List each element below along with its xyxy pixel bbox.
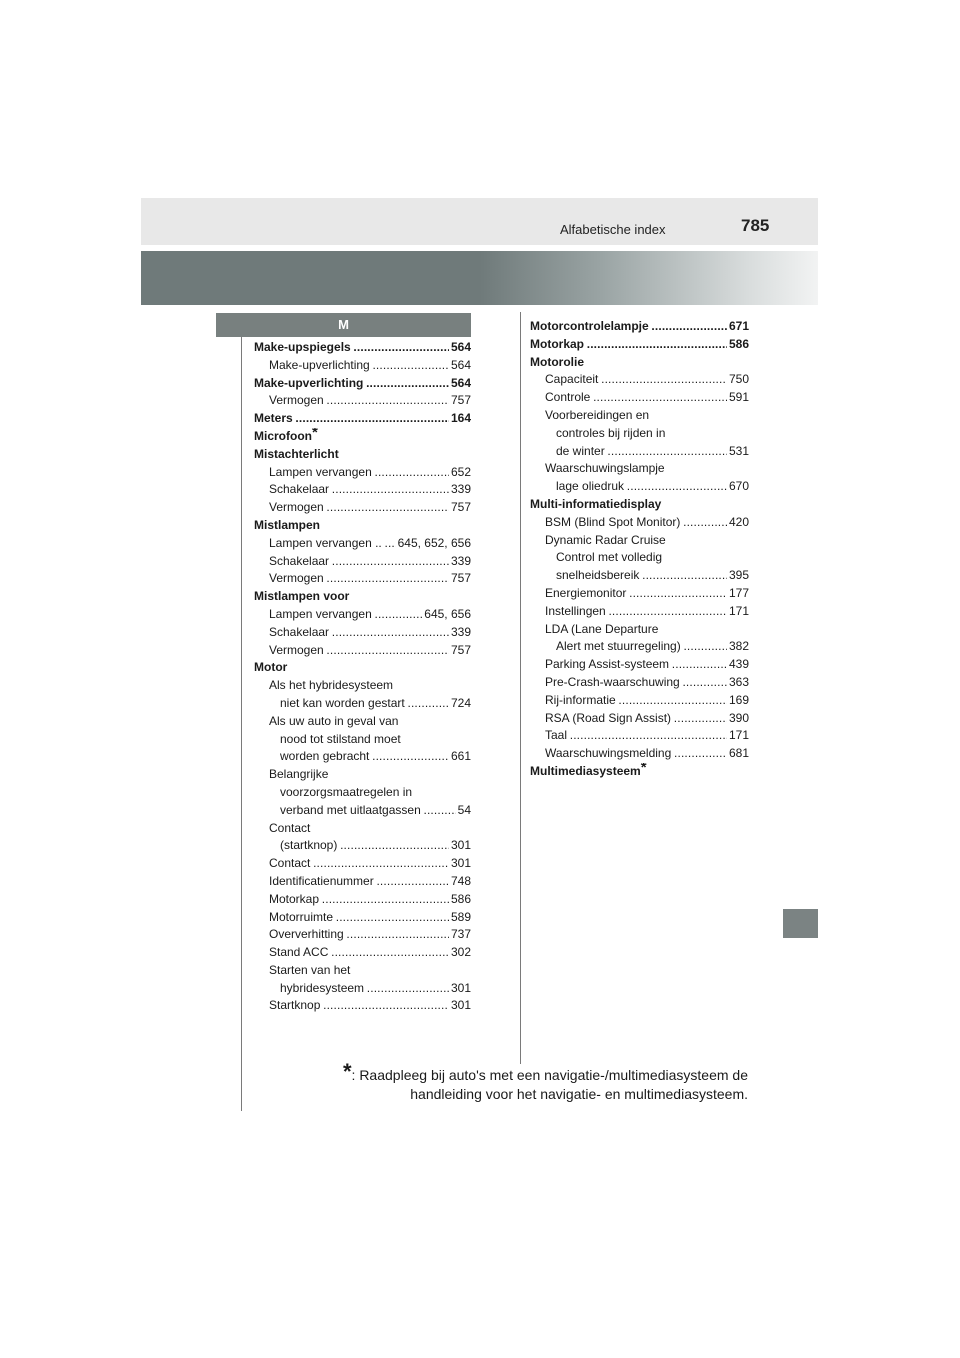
index-entry	[530, 336, 749, 354]
index-entry	[254, 624, 471, 642]
index-entry-page: 757	[449, 642, 471, 660]
index-entry	[530, 532, 749, 550]
index-entry	[530, 745, 749, 763]
footnote	[300, 1059, 748, 1104]
index-entry-page: 177	[727, 585, 749, 603]
index-entry-term: Controle	[545, 390, 591, 405]
index-entry	[530, 603, 749, 621]
index-entry	[254, 464, 471, 482]
index-entry-term: Belangrijke	[269, 767, 329, 782]
index-entry-term: nood tot stilstand moet	[280, 731, 401, 746]
index-entry	[530, 710, 749, 728]
footnote-reference: *	[312, 427, 318, 441]
index-entry	[530, 443, 749, 461]
index-entry-term: Alert met stuurregeling)	[556, 639, 681, 654]
index-entry-term: hybridesysteem	[280, 980, 365, 995]
index-entry-page: 564	[449, 357, 471, 375]
index-entry	[530, 354, 749, 372]
index-entry	[254, 553, 471, 571]
index-entry	[254, 481, 471, 499]
index-entry-page: 757	[449, 392, 471, 410]
index-entry-term: Motor	[254, 660, 288, 675]
index-entry	[530, 549, 749, 567]
index-entry-term: Contact	[269, 856, 311, 871]
index-entry-term: Energiemonitor	[545, 585, 627, 600]
index-entry-term: Motorcontrolelampje	[530, 319, 649, 333]
index-entry	[254, 873, 471, 891]
index-entry-page: 681	[727, 745, 749, 763]
index-entry	[254, 535, 471, 553]
index-entry-term: Parking Assist-systeem	[545, 657, 670, 672]
index-entry	[254, 410, 471, 428]
index-entry-term: Make-upspiegels	[254, 340, 351, 354]
column-divider-left	[241, 330, 242, 1111]
index-entry-term: Waarschuwingsmelding	[545, 746, 672, 761]
index-entry-page: 301	[449, 837, 471, 855]
index-entry-page: 591	[727, 389, 749, 407]
index-entry-term: Microfoon*	[254, 429, 319, 443]
index-entry-page: 382	[727, 638, 749, 656]
index-entry	[254, 926, 471, 944]
index-entry	[530, 389, 749, 407]
index-entry	[254, 837, 471, 855]
index-entry-term: lage oliedruk	[556, 479, 625, 494]
index-entry	[530, 727, 749, 745]
index-entry-term: Control met volledig	[556, 550, 663, 565]
index-entry-page: 589	[449, 909, 471, 927]
footnote-text-1: : Raadpleeg bij auto's met een navigatie-/multimediasysteem de	[351, 1067, 748, 1083]
index-entry	[254, 677, 471, 695]
index-entry-term: Vermogen	[269, 642, 324, 657]
index-entry-term: controles bij rijden in	[556, 425, 666, 440]
index-entry-page: 748	[449, 873, 471, 891]
index-entry	[530, 567, 749, 585]
index-entry-term: Oververhitting	[269, 927, 344, 942]
index-entry-term: Vermogen	[269, 571, 324, 586]
index-entry	[254, 695, 471, 713]
index-entry-term: Waarschuwingslampje	[545, 461, 665, 476]
index-entry-page: 645, 656	[422, 606, 471, 624]
index-entry-page: 531	[727, 443, 749, 461]
index-entry	[530, 371, 749, 389]
index-entry-term: Starten van het	[269, 962, 351, 977]
section-title: Alfabetische index	[560, 222, 666, 237]
index-entry-page: 301	[449, 997, 471, 1015]
index-entry-page: 169	[727, 692, 749, 710]
index-entry-term: Lampen vervangen	[269, 464, 372, 479]
index-entry-page: 171	[727, 603, 749, 621]
index-entry-page: 439	[727, 656, 749, 674]
index-entry-term: Make-upverlichting	[254, 375, 364, 390]
index-entry	[530, 674, 749, 692]
index-entry-page: 420	[727, 514, 749, 532]
index-entry-term: voorzorgsmaatregelen in	[280, 784, 413, 799]
index-column-right	[530, 318, 749, 781]
index-entry-page: 661	[449, 748, 471, 766]
index-entry-term: Multi-informatiedisplay	[530, 496, 662, 511]
index-entry-term: Startknop	[269, 998, 321, 1013]
index-entry	[254, 731, 471, 749]
index-entry-term: verband met uitlaatgassen	[280, 802, 421, 817]
index-entry	[254, 891, 471, 909]
index-entry-page: 564	[449, 375, 471, 393]
index-entry-term: niet kan worden gestart	[280, 695, 405, 710]
index-entry-term: Stand ACC	[269, 945, 329, 960]
index-entry-term: Make-upverlichting	[269, 357, 370, 372]
index-entry	[254, 375, 471, 393]
index-entry-term: Capaciteit	[545, 372, 599, 387]
index-entry	[254, 962, 471, 980]
index-entry	[254, 766, 471, 784]
index-entry	[254, 446, 471, 464]
index-entry	[530, 425, 749, 443]
index-entry-page: 302	[449, 944, 471, 962]
index-entry-term: Instellingen	[545, 603, 606, 618]
index-entry-term: Als het hybridesysteem	[269, 678, 394, 693]
index-entry-term: Taal	[545, 728, 568, 743]
index-entry-term: Schakelaar	[269, 482, 330, 497]
index-letter-heading: M	[216, 313, 471, 337]
index-entry	[254, 606, 471, 624]
index-entry	[254, 784, 471, 802]
index-entry-page: 395	[727, 567, 749, 585]
index-entry-page: 737	[449, 926, 471, 944]
index-entry-page: 670	[727, 478, 749, 496]
index-entry-term: RSA (Road Sign Assist)	[545, 710, 672, 725]
index-entry	[254, 909, 471, 927]
index-entry	[530, 621, 749, 639]
index-entry-term: Lampen vervangen	[269, 606, 372, 621]
index-entry	[254, 588, 471, 606]
index-entry	[530, 496, 749, 514]
index-entry-term: Multimediasysteem*	[530, 764, 648, 778]
index-entry-term: Pre-Crash-waarschuwing	[545, 674, 680, 689]
index-entry-page: 757	[449, 499, 471, 517]
index-entry	[254, 428, 471, 446]
header-bar	[141, 198, 818, 245]
index-entry-page: 339	[449, 481, 471, 499]
index-entry-term: Mistachterlicht	[254, 446, 339, 461]
index-entry-term: Vermogen	[269, 500, 324, 515]
index-entry-page: 750	[727, 371, 749, 389]
index-entry-term: Meters	[254, 411, 293, 426]
index-column-left	[254, 339, 471, 1015]
index-entry-term: Als uw auto in geval van	[269, 713, 399, 728]
index-entry-term: worden gebracht	[280, 749, 370, 764]
index-entry	[530, 638, 749, 656]
index-entry-term: Schakelaar	[269, 624, 330, 639]
page-number: 785	[741, 216, 770, 235]
index-entry-page: 652	[449, 464, 471, 482]
index-entry	[254, 659, 471, 677]
index-entry	[530, 407, 749, 425]
index-entry-term: LDA (Lane Departure	[545, 621, 659, 636]
index-entry	[530, 763, 749, 781]
index-entry-page: 586	[449, 891, 471, 909]
index-entry	[254, 517, 471, 535]
index-entry-page: 301	[449, 855, 471, 873]
index-entry-page: 390	[727, 710, 749, 728]
index-entry-term: Rij-informatie	[545, 692, 616, 707]
index-entry	[254, 820, 471, 838]
index-entry	[530, 478, 749, 496]
index-entry-term: (startknop)	[280, 838, 338, 853]
index-entry	[254, 339, 471, 357]
index-entry-term: Motorruimte	[269, 909, 334, 924]
index-entry-page: 339	[449, 553, 471, 571]
footnote-line-2: handleiding voor het navigatie- en multimediasysteem.	[410, 1086, 748, 1102]
index-entry	[530, 656, 749, 674]
index-entry	[254, 748, 471, 766]
index-entry-term: Schakelaar	[269, 553, 330, 568]
index-entry-term: Contact	[269, 820, 311, 835]
index-entry	[530, 585, 749, 603]
index-entry	[254, 713, 471, 731]
index-entry-term: Dynamic Radar Cruise	[545, 532, 666, 547]
index-entry	[254, 357, 471, 375]
index-entry	[254, 944, 471, 962]
index-entry-page: 586	[727, 336, 749, 354]
index-entry-page: 339	[449, 624, 471, 642]
index-entry-page: 645, 652, 656	[396, 535, 471, 553]
index-entry-term: Vermogen	[269, 393, 324, 408]
footnote-marker: *	[342, 1059, 352, 1084]
index-entry	[254, 802, 471, 820]
index-entry-term: Mistlampen	[254, 517, 321, 532]
index-entry-page: 363	[727, 674, 749, 692]
index-entry-page: 724	[449, 695, 471, 713]
index-entry	[530, 460, 749, 478]
index-entry	[530, 318, 749, 336]
index-entry-term: de winter	[556, 443, 605, 458]
index-entry	[530, 692, 749, 710]
index-entry-term: Motorkap	[269, 891, 320, 906]
decorative-band	[141, 251, 818, 305]
index-entry-term: snelheidsbereik	[556, 568, 640, 583]
index-entry-page: 564	[449, 339, 471, 357]
index-entry-page: 54	[456, 802, 471, 820]
index-entry	[254, 499, 471, 517]
index-entry-term: Voorbereidingen en	[545, 407, 650, 422]
index-entry-term: Mistlampen voor	[254, 589, 350, 604]
index-entry-term: Motorkap	[530, 336, 584, 351]
index-entry-page: 671	[727, 318, 749, 336]
index-entry-page: 171	[727, 727, 749, 745]
index-entry-page: 757	[449, 570, 471, 588]
index-entry	[530, 514, 749, 532]
index-entry	[254, 980, 471, 998]
index-entry-page: 164	[449, 410, 471, 428]
index-entry-term: BSM (Blind Spot Monitor)	[545, 514, 681, 529]
index-entry-term: Motorolie	[530, 354, 584, 369]
footnote-line-1	[300, 1059, 748, 1085]
index-entry	[254, 855, 471, 873]
column-divider-middle	[520, 312, 521, 1064]
index-entry	[254, 392, 471, 410]
index-entry-page: 301	[449, 980, 471, 998]
index-entry-term: Identificatienummer	[269, 873, 374, 888]
index-entry	[254, 997, 471, 1015]
index-entry	[254, 642, 471, 660]
index-entry-term: Lampen vervangen ..	[269, 535, 382, 550]
index-entry	[254, 570, 471, 588]
footnote-reference: *	[640, 762, 647, 776]
chapter-tab	[783, 909, 818, 938]
